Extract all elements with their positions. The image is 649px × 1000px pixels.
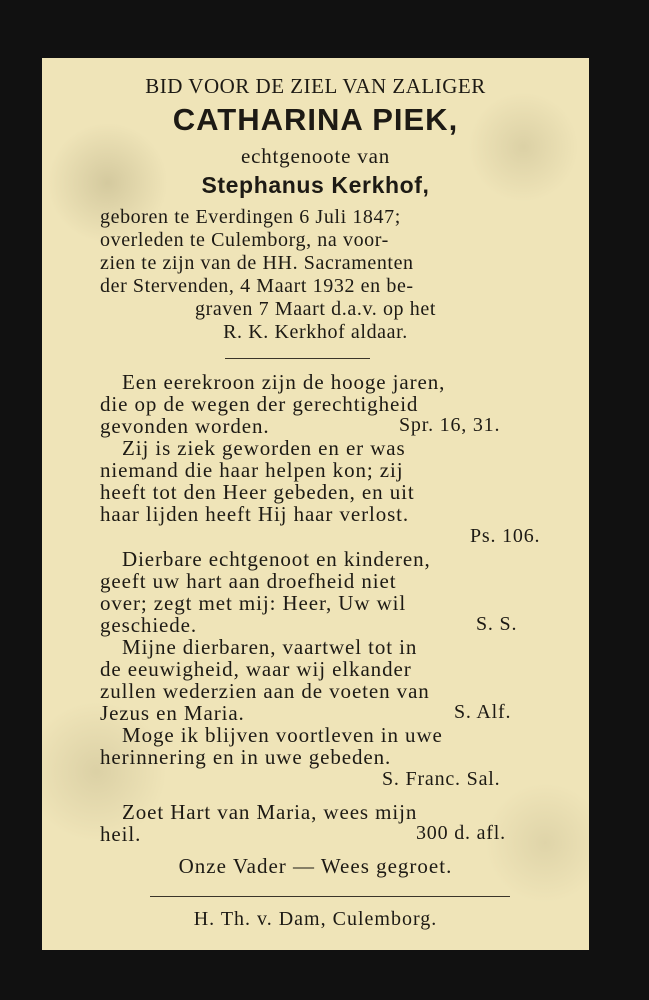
verse-line: gevonden worden.	[100, 414, 270, 438]
verse-line: Zoet Hart van Maria, wees mijn	[122, 800, 418, 824]
bio-line: zien te zijn van de HH. Sacramenten	[100, 252, 414, 274]
bio-line: R. K. Kerkhof aldaar.	[223, 321, 408, 343]
verse-reference: 300 d. afl.	[416, 822, 506, 844]
verse-reference: Spr. 16, 31.	[399, 414, 501, 436]
verse-line: over; zegt met mij: Heer, Uw wil	[100, 591, 407, 615]
bio-line: geboren te Everdingen 6 Juli 1847;	[100, 206, 401, 228]
verse-line: Zij is ziek geworden en er was	[122, 436, 406, 460]
printer-imprint: H. Th. v. Dam, Culemborg.	[193, 908, 438, 930]
memorial-card	[42, 58, 589, 950]
verse-line: Moge ik blijven voortleven in uwe	[122, 723, 443, 747]
spouse-name: Stephanus Kerkhof,	[201, 172, 430, 198]
verse-line: de eeuwigheid, waar wij elkander	[100, 657, 412, 681]
verse-line: Dierbare echtgenoot en kinderen,	[122, 547, 431, 571]
bio-line: der Stervenden, 4 Maart 1932 en be-	[100, 275, 414, 297]
closing-prayer: Onze Vader — Wees gegroet.	[178, 854, 453, 878]
verse-line: geschiede.	[100, 613, 198, 637]
verse-line: geeft uw hart aan droefheid niet	[100, 569, 397, 593]
verse-line: Jezus en Maria.	[100, 701, 245, 725]
verse-line: herinnering en in uwe gebeden.	[100, 745, 392, 769]
divider-rule	[225, 358, 370, 359]
verse-line: haar lijden heeft Hij haar verlost.	[100, 502, 410, 526]
bio-line: graven 7 Maart d.a.v. op het	[195, 298, 436, 320]
bio-line: overleden te Culemborg, na voor-	[100, 229, 389, 251]
verse-line: Een eerekroon zijn de hooge jaren,	[122, 370, 446, 394]
verse-line: niemand die haar helpen kon; zij	[100, 458, 404, 482]
verse-reference: S. S.	[476, 613, 518, 635]
verse-line: heil.	[100, 822, 142, 846]
spouse-intro: echtgenoote van	[240, 144, 391, 168]
verse-reference: S. Franc. Sal.	[382, 768, 501, 790]
verse-line: zullen wederzien aan de voeten van	[100, 679, 430, 703]
deceased-name: CATHARINA PIEK,	[172, 102, 459, 137]
verse-reference: Ps. 106.	[470, 525, 541, 547]
verse-line: Mijne dierbaren, vaartwel tot in	[122, 635, 418, 659]
verse-line: heeft tot den Heer gebeden, en uit	[100, 480, 415, 504]
footer-rule	[150, 896, 510, 897]
verse-line: die op de wegen der gerechtigheid	[100, 392, 419, 416]
verse-reference: S. Alf.	[454, 701, 512, 723]
prayer-heading: BID VOOR DE ZIEL VAN ZALIGER	[145, 74, 486, 98]
